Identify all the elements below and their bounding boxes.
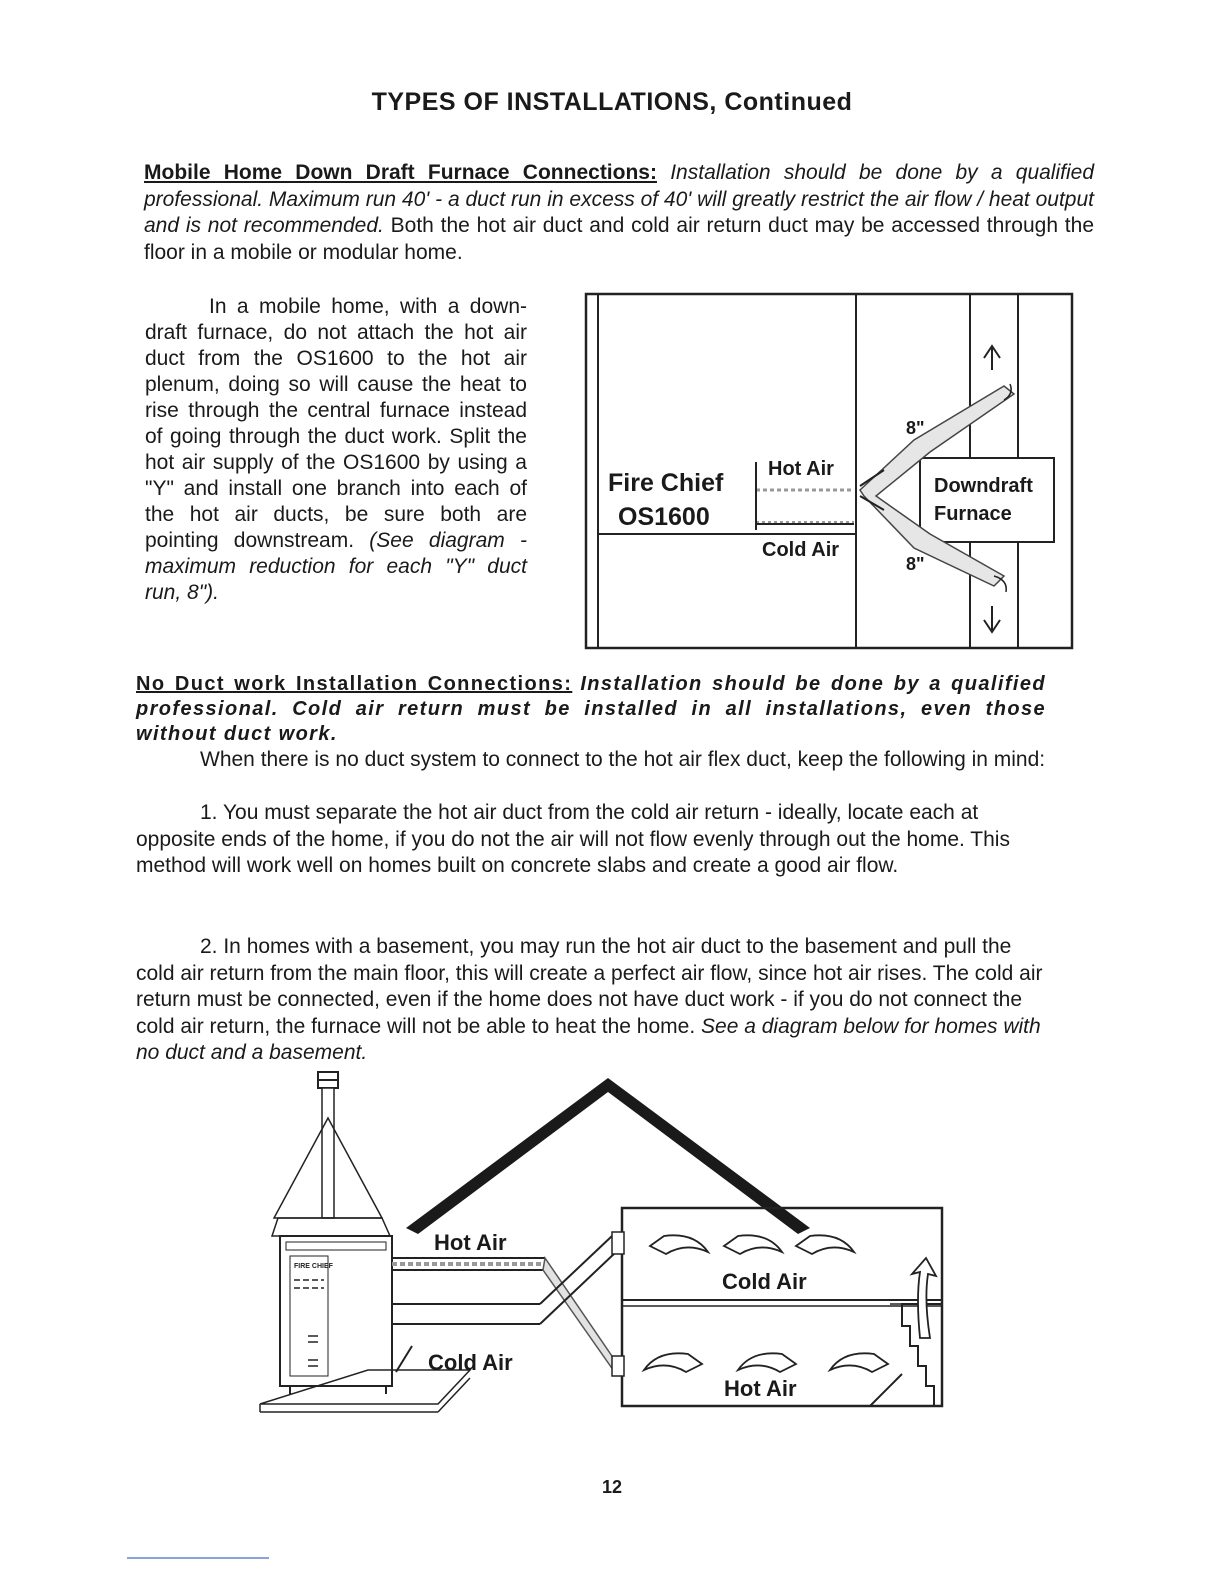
house-cold-air-label: Cold Air [722,1269,807,1294]
downdraft-connection-diagram [584,290,1074,652]
mobile-side-text: In a mobile home, with a down-draft furnace, do not attach the hot air duct from the OS1600 to the hot air plenum, doing so will cause the heat to rise through the central furnace instead of going through the duct work. Split the hot air supply of the OS1600 by using a "Y" and install one branch into each of the hot air ducts, be sure both are pointing downstream. [145,295,527,552]
noduct-section-heading: No Duct work Installation Connections: [136,673,573,695]
noduct-intro-text: When there is no duct system to connect to the hot air flex duct, keep the following in mind: [200,748,1046,771]
noduct-item-2-text: 2. In homes with a basement, you may run the hot air duct to the basement and pull the cold air return from the main floor, this will create a perfect air flow, since hot air rises. The cold air return must be connected, even if the home does not have duct work - if you do not connect the cold air return, the furnace will not be able to heat the home. [136,935,1043,1038]
mobile-side-note: (See diagram - maximum reduction for each "Y" duct run, 8"). [145,529,527,604]
brand-plate-label: FIRE CHIEF [294,1263,333,1270]
mobile-section-paragraph [144,160,1094,266]
noduct-section-header [136,672,1046,747]
house-hot-air-label: Hot Air [724,1376,797,1401]
noduct-section-bold-italic-note: Installation should be done by a qualified professional. Cold air return must be installed in all installations, even those without duct work. [136,673,1046,745]
mobile-section-text: Both the hot air duct and cold air return duct may be accessed through the floor in a mobile or modular home. [144,214,1094,264]
stove-hot-air-label: Hot Air [434,1230,507,1255]
unit-name-label: Fire Chief [608,469,724,497]
mobile-side-paragraph [145,294,527,606]
mobile-section-heading: Mobile Home Down Draft Furnace Connections: [144,161,657,184]
noduct-item-2 [136,934,1052,1067]
basement-installation-diagram [250,1068,990,1428]
page-title: TYPES OF INSTALLATIONS, Continued [371,88,853,116]
diagram1-hot-air-label: Hot Air [768,458,834,480]
noduct-item-1-text: 1. You must separate the hot air duct from the cold air return - ideally, locate each at opposite ends of the home, if you do not the air will not flow evenly through out the home. This method will work well on homes built on concrete slabs and create a good air flow. [136,801,1010,877]
stove-cold-air-label: Cold Air [428,1350,513,1375]
duct-size-bottom-label: 8" [906,554,925,574]
noduct-item-1 [136,800,1026,880]
noduct-intro-paragraph [136,747,1046,774]
diagram1-cold-air-label: Cold Air [762,539,840,561]
unit-model-label: OS1600 [618,503,710,531]
mobile-section-italic-note: Installation should be done by a qualified professional. Maximum run 40' - a duct run in excess of 40' will greatly restrict the air flow / heat output and is not recommended. [144,161,1095,237]
furnace-label: Furnace [934,503,1012,525]
noduct-item-2-italic: See a diagram below for homes with no duct and a basement. [136,1014,1041,1064]
footer-rule [127,1557,269,1559]
page-number: 12 [601,1477,623,1497]
downdraft-label: Downdraft [934,475,1033,497]
duct-size-top-label: 8" [906,418,925,438]
